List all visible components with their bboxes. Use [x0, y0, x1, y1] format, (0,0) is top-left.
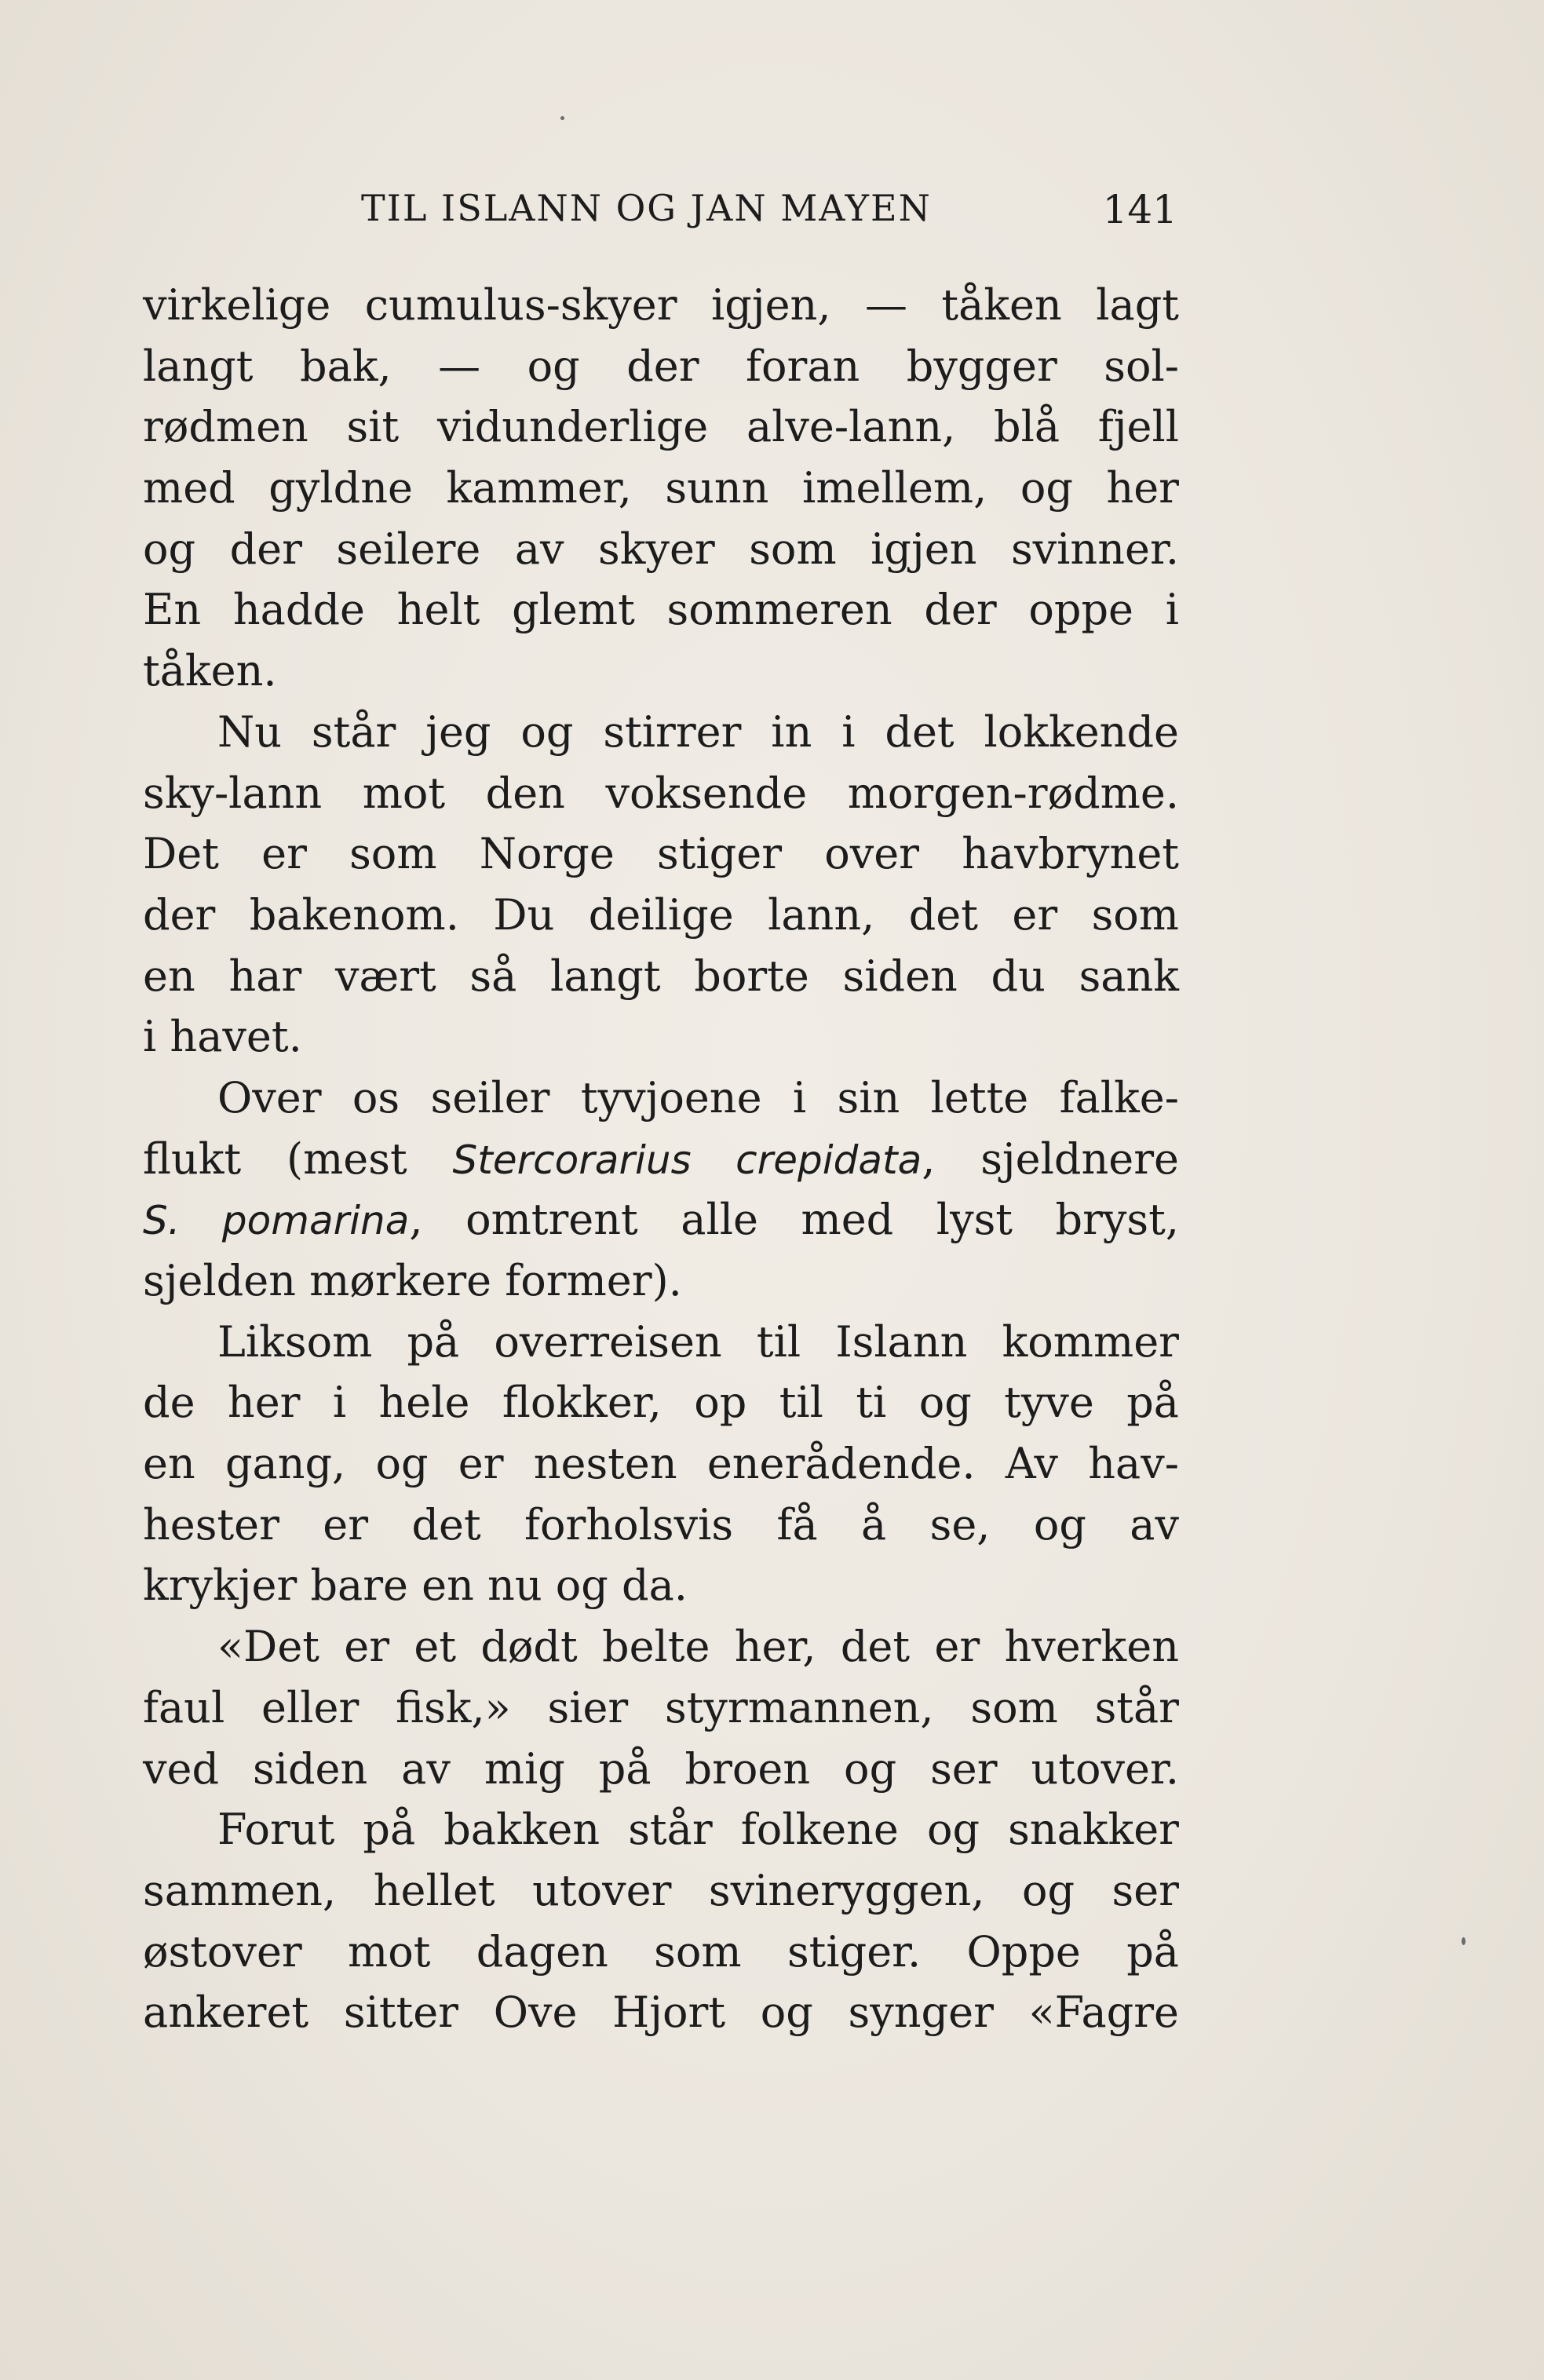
- text-line-with-species: [143, 1189, 1179, 1250]
- ink-speck: [560, 116, 564, 120]
- text-run: flukt (mest: [143, 1133, 453, 1184]
- text-line-with-species: [143, 1129, 1179, 1190]
- body-text: [143, 275, 1179, 2043]
- text-line: langt bak, — og der foran bygger sol-: [143, 341, 1179, 391]
- text-run: , omtrent alle med lyst bryst,: [409, 1195, 1179, 1245]
- text-line: ankeret sitter Ove Hjort og synger «Fagre: [143, 1988, 1179, 2038]
- text-line: Nu står jeg og stirrer in i det lokkende: [217, 706, 1179, 757]
- text-line: østover mot dagen som stiger. Oppe på: [143, 1926, 1179, 1977]
- text-line: Forut på bakken står folkene og snakker: [217, 1805, 1179, 1855]
- text-line: der bakenom. Du deilige lann, det er som: [143, 889, 1179, 940]
- text-line: og der seilere av skyer som igjen svinner.: [143, 524, 1179, 574]
- text-line: med gyldne kammer, sunn imellem, og her: [143, 463, 1179, 513]
- text-line: Over os seiler tyvjoene i sin lette falke-: [217, 1072, 1179, 1122]
- text-line: de her i hele flokker, op til ti og tyve på: [143, 1378, 1179, 1428]
- text-line: En hadde helt glemt sommeren der oppe i: [143, 585, 1179, 635]
- text-line: en gang, og er nesten enerådende. Av hav-: [143, 1439, 1179, 1489]
- running-title: TIL ISLANN OG JAN MAYEN: [361, 187, 932, 229]
- text-line: «Det er et dødt belte her, det er hverken: [217, 1622, 1179, 1672]
- text-line: en har vært så langt borte siden du sank: [143, 951, 1179, 1001]
- species-name: Stercorarius crepidata: [452, 1137, 922, 1183]
- text-run: , sjeldnere: [922, 1133, 1179, 1184]
- text-line: sky-lann mot den voksende morgen-rødme.: [143, 768, 1179, 818]
- text-line: i havet.: [143, 1012, 302, 1062]
- text-line: sammen, hellet utover svineryggen, og ser: [143, 1865, 1179, 1915]
- text-line: Liksom på overreisen til Islann kommer: [217, 1316, 1179, 1367]
- text-line: tåken.: [143, 646, 277, 696]
- text-line: ved siden av mig på broen og ser utover.: [143, 1743, 1179, 1794]
- text-line: Det er som Norge stiger over havbrynet: [143, 829, 1179, 879]
- text-line: faul eller fisk,» sier styrmannen, som står: [143, 1682, 1179, 1732]
- running-head: [141, 187, 1177, 242]
- text-line: krykjer bare en nu og da.: [143, 1561, 688, 1611]
- text-line: rødmen sit vidunderlige alve-lann, blå fjell: [143, 402, 1179, 452]
- ink-speck: [1462, 1937, 1466, 1945]
- text-line: sjelden mørkere former).: [143, 1256, 682, 1305]
- text-line: virkelige cumulus-skyer igjen, — tåken lagt: [143, 280, 1179, 330]
- text-line: hester er det forholsvis få å se, og av: [143, 1499, 1179, 1550]
- page-number: 141: [1102, 187, 1177, 232]
- species-name: S. pomarina: [143, 1198, 410, 1244]
